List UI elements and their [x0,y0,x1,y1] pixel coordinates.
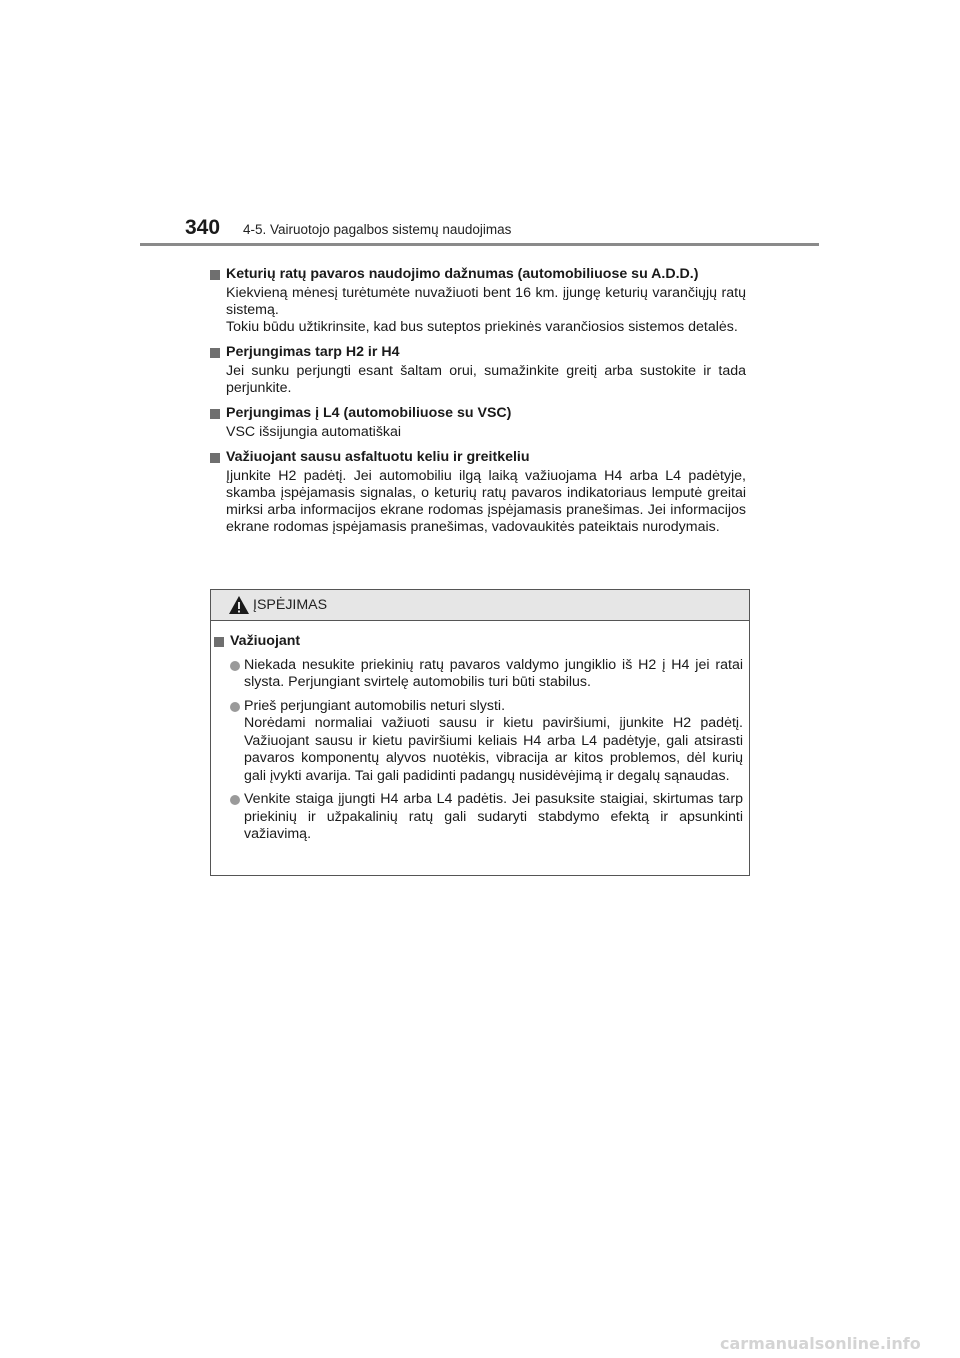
round-bullet-icon [230,702,240,712]
section-title: Važiuojant sausu asfaltuotu keliu ir greitkeliu [210,449,746,466]
square-bullet-icon [210,409,220,419]
square-bullet-icon [210,270,220,280]
paragraph: Jei sunku perjungti esant šaltam orui, sumažinkite greitį arba sustokite ir tada perjunkite. [226,363,746,396]
header-rule [140,243,819,246]
round-bullet-icon [230,661,240,671]
warning-box [210,589,750,876]
section-dry-paved-road [210,449,746,536]
paragraph: Kiekvieną mėnesį turėtumėte nuvažiuoti bent 16 km. įjungę keturių varančiųjų ratų sistemą. [226,285,746,318]
warning-header [211,590,749,621]
warning-title: ĮSPĖJIMAS [253,597,328,613]
page-number: 340 [185,216,221,239]
section-4wd-frequency [210,266,746,336]
paragraph: VSC išsijungia automatiškai [226,424,402,440]
section-body [210,285,746,336]
square-bullet-icon [210,453,220,463]
paragraph: Niekada nesukite priekinių ratų pavaros valdymo jungiklio iš H2 į H4 jei ratai slysta. Perjungiant svirtelę automobilis turi būti stabilus. [244,656,743,690]
chapter-title: 4-5. Vairuotojo pagalbos sistemų naudojimas [243,222,512,237]
paragraph: Įjunkite H2 padėtį. Jei automobiliu ilgą laiką važiuojama H4 arba L4 padėtyje, skamba įspėjamasis signalas, o keturių ratų pavaros indikatoriaus lemputė greitai mirksi arba informacijos ekrane rodomas įspėjamasis pranešimas. Jei informacijos ekrane rodomas įspėjamasis pranešimas, vadovaukitės pateiktais nurodymais. [226,468,746,535]
main-content [210,266,746,544]
square-bullet-icon [210,348,220,358]
paragraph: Venkite staiga įjungti H4 arba L4 padėtis. Jei pasuksite staigiai, skirtumas tarp priekinių ir užpakalinių ratų gali sudaryti stabdymo efektą ir apsunkinti važiavimą. [244,791,743,842]
site-watermark: carmanualsonline.info [720,1334,921,1353]
paragraph: Prieš perjungiant automobilis neturi slysti. [244,697,506,714]
paragraph: Norėdami normaliai važiuoti sausu ir kietu paviršiumi, įjunkite H2 padėtį. Važiuojant sausu ir kietu paviršiumi keliais H4 arba L4 padėtyje, gali atsirasti pavaros komponentų alyvos nuotėkis, vibracija ar kitos problemos, dėl kurių gali įvykti avarija. Tai gali padidinti padangų nusidėvėjimą ir degalų sąnaudas. [244,715,743,784]
warning-bullet [214,657,743,692]
warning-triangle-icon [228,595,250,615]
section-l4-shift [210,405,746,441]
section-title: Keturių ratų pavaros naudojimo dažnumas (automobiliuose su A.D.D.) [210,266,746,283]
section-h2-h4-shift [210,344,746,397]
section-body [210,468,746,536]
warning-subtitle: Važiuojant [214,633,743,651]
warning-bullet [214,698,743,786]
warning-body [211,621,749,844]
paragraph: Tokiu būdu užtikrinsite, kad bus suteptos priekinės varančiosios sistemos detalės. [226,319,738,335]
warning-bullet [214,791,743,844]
square-bullet-icon [214,637,224,647]
section-body [210,424,746,441]
section-title: Perjungimas į L4 (automobiliuose su VSC) [210,405,746,422]
section-title: Perjungimas tarp H2 ir H4 [210,344,746,361]
round-bullet-icon [230,795,240,805]
section-body [210,363,746,397]
